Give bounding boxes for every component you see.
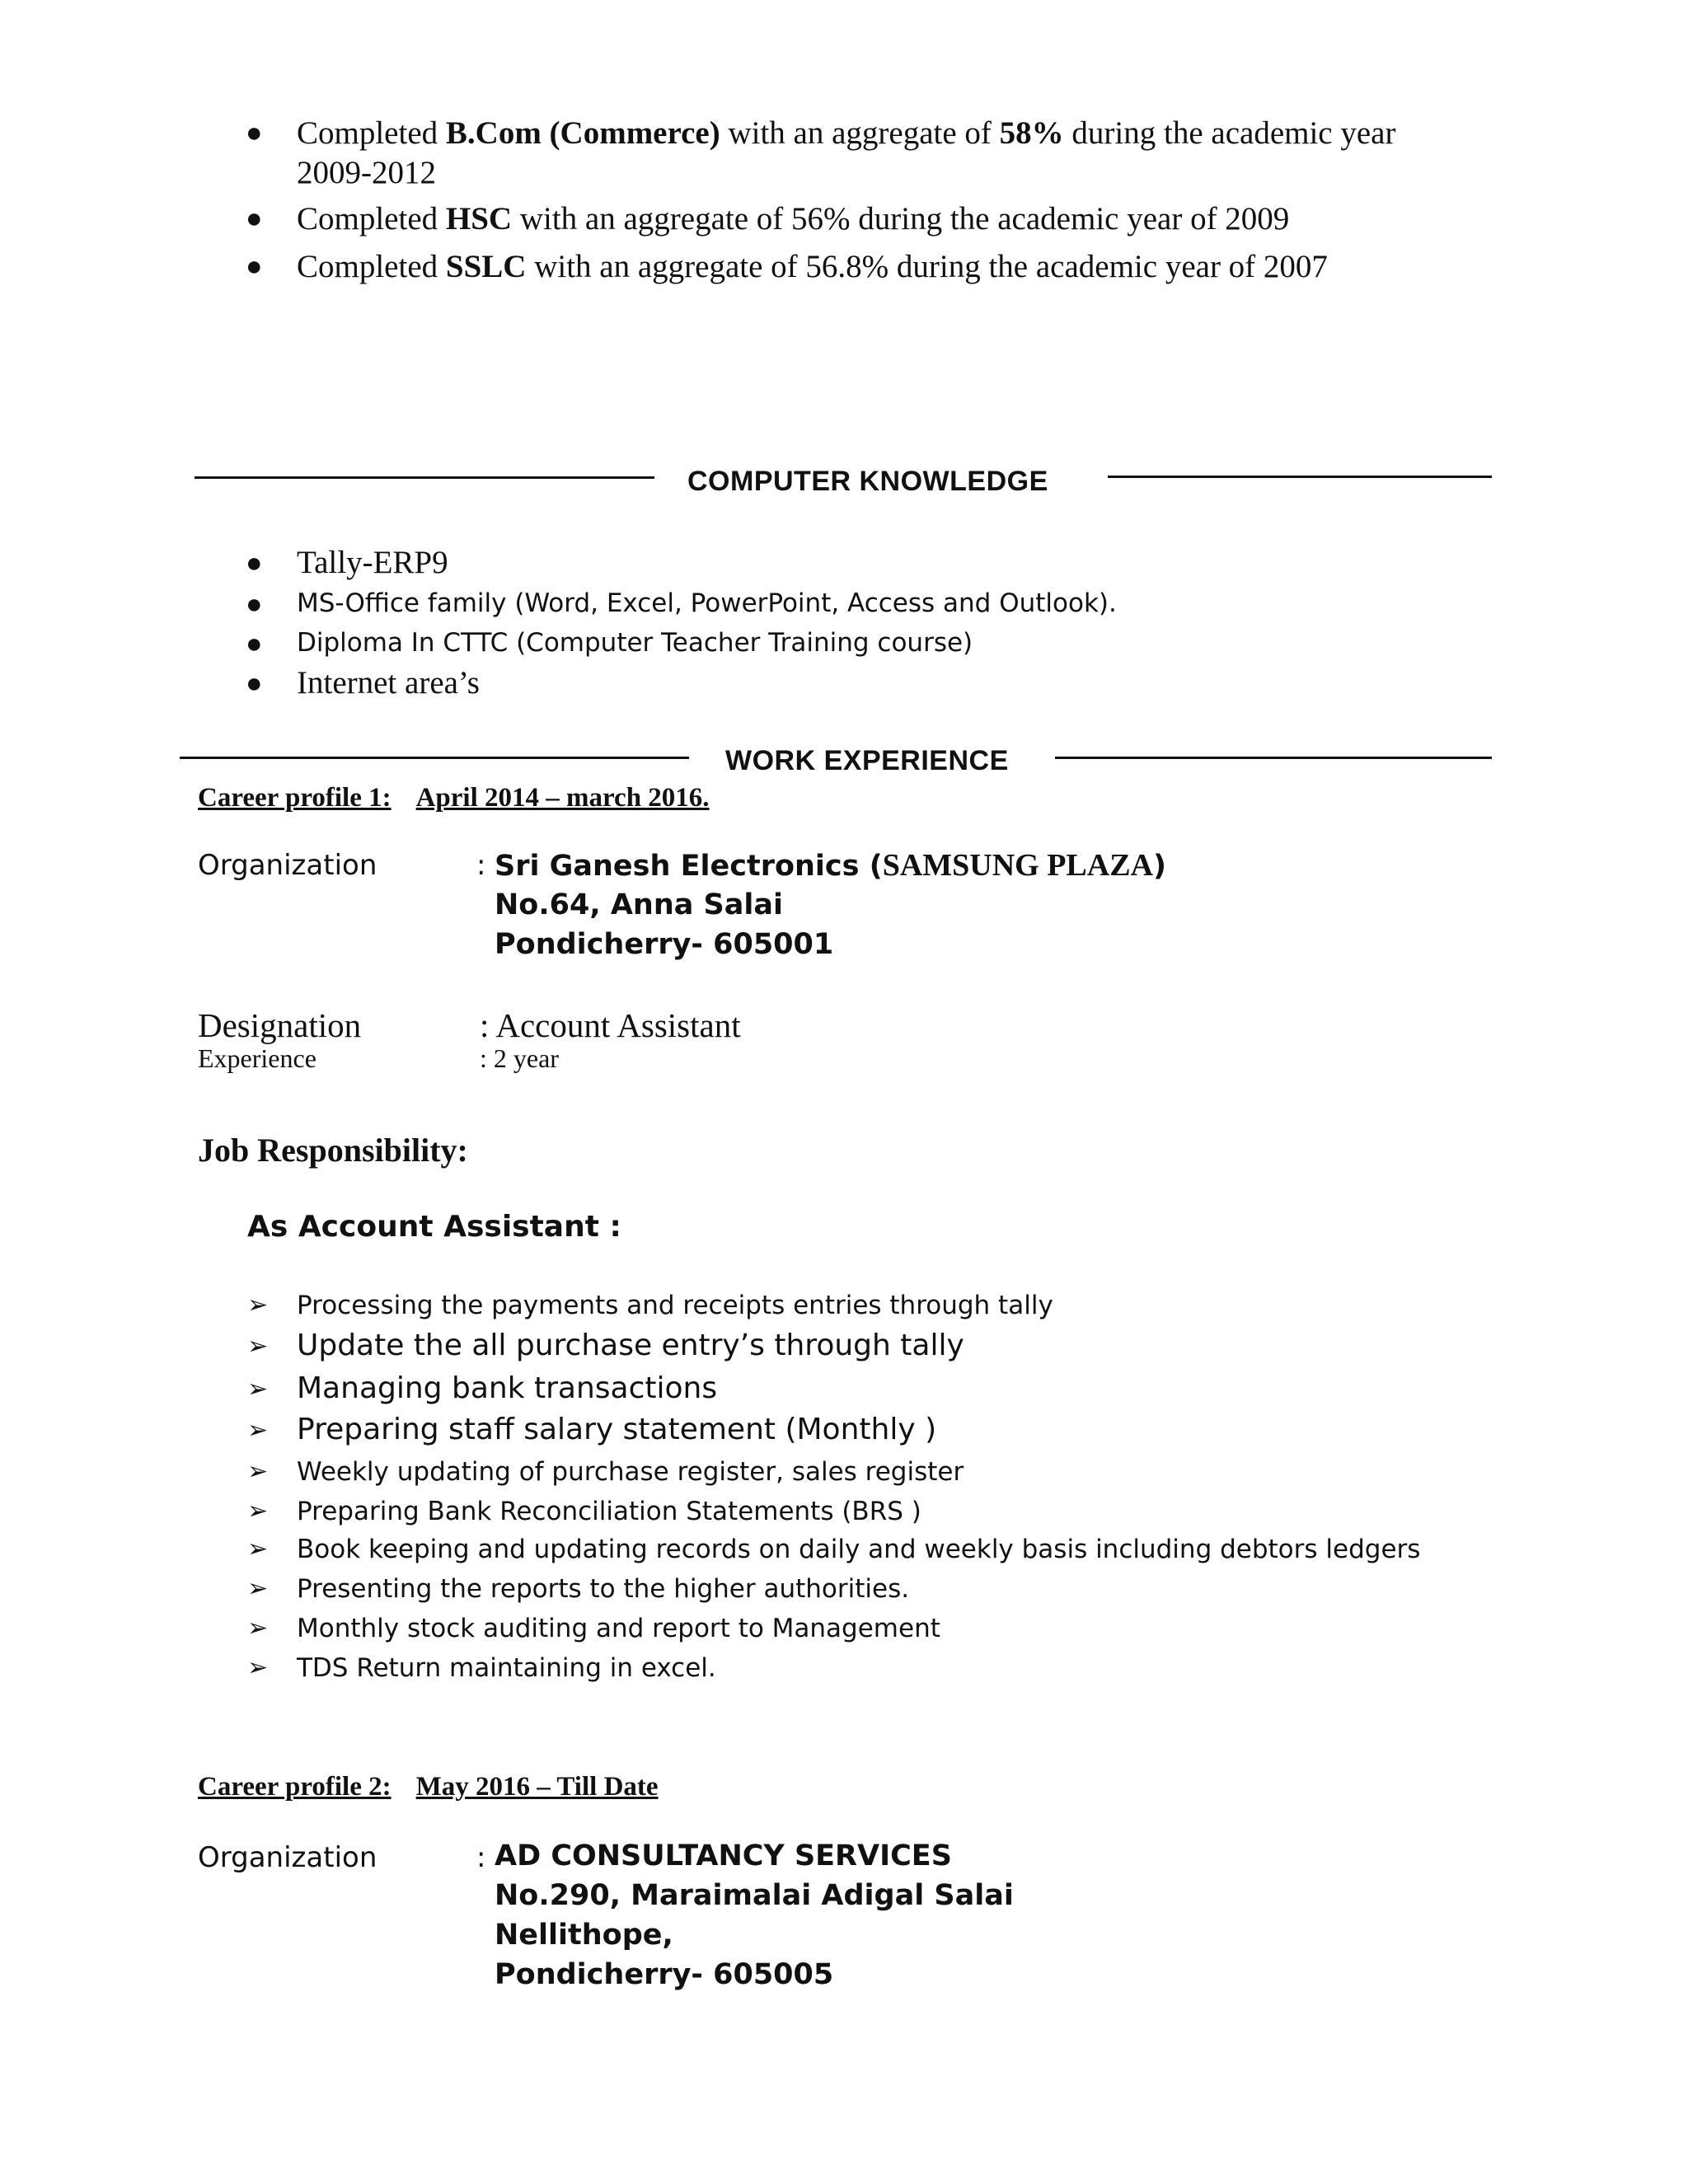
education-text: Completed xyxy=(297,249,446,284)
arrow-bullet-icon: ➢ xyxy=(247,1375,269,1404)
education-percentage: 58% xyxy=(999,115,1064,151)
career-heading-label: Career profile 2: xyxy=(198,1772,392,1802)
bullet-icon: ● xyxy=(246,629,263,659)
education-degree: HSC xyxy=(445,201,513,237)
education-text: with an aggregate of 56% during the academic year of 2009 xyxy=(512,201,1290,237)
education-text: with an aggregate of 56.8% during the academic year of 2007 xyxy=(526,249,1328,284)
organization-name: Sri Ganesh Electronics (SAMSUNG PLAZA) xyxy=(495,848,1167,883)
bullet-icon: ● xyxy=(246,548,263,579)
job-responsibility-title: Job Responsibility: xyxy=(198,1132,468,1169)
career-dates: May 2016 – Till Date xyxy=(415,1772,659,1802)
education-text: Completed xyxy=(297,115,446,151)
career-profile-2-heading xyxy=(198,1772,659,1802)
education-degree: SSLC xyxy=(445,249,527,284)
organization-address-line: No.64, Anna Salai xyxy=(495,888,783,921)
bullet-icon: ● xyxy=(246,589,263,620)
arrow-bullet-icon: ➢ xyxy=(247,1332,269,1361)
colon: : xyxy=(476,849,486,882)
arrow-bullet-icon: ➢ xyxy=(247,1497,269,1526)
bullet-icon: ● xyxy=(246,251,263,282)
organization-label: Organization xyxy=(198,849,377,882)
computer-skill-text: Internet area’s xyxy=(297,665,480,701)
arrow-bullet-icon: ➢ xyxy=(247,1457,269,1486)
section-title-work-experience: WORK EXPERIENCE xyxy=(725,745,1009,776)
career-heading-label: Career profile 1: xyxy=(198,783,392,813)
education-text: during the academic year 2009-2012 xyxy=(297,115,1396,190)
designation-label: Designation xyxy=(198,1006,362,1044)
section-divider-left xyxy=(195,476,654,479)
arrow-bullet-icon: ➢ xyxy=(247,1574,269,1603)
experience-value: : 2 year xyxy=(480,1043,559,1073)
bullet-icon: ● xyxy=(246,204,263,234)
colon: : xyxy=(476,1841,486,1874)
arrow-bullet-icon: ➢ xyxy=(247,1614,269,1643)
computer-skill-text: MS-Office family (Word, Excel, PowerPoint, Access and Outlook). xyxy=(297,588,1117,618)
organization-address-line: Pondicherry- 605005 xyxy=(495,1958,834,1991)
career-dates: April 2014 – march 2016. xyxy=(415,783,710,813)
organization-brand: SAMSUNG PLAZA xyxy=(882,848,1154,883)
designation-value: : Account Assistant xyxy=(480,1006,741,1044)
computer-skill-text: Diploma In CTTC (Computer Teacher Training course) xyxy=(297,628,973,658)
organization-address-line: Nellithope, xyxy=(495,1919,673,1952)
education-degree: B.Com (Commerce) xyxy=(445,115,720,151)
experience-label: Experience xyxy=(198,1043,316,1073)
organization-name: AD CONSULTANCY SERVICES xyxy=(495,1840,952,1872)
organization-address-line: Pondicherry- 605001 xyxy=(495,928,834,961)
arrow-bullet-icon: ➢ xyxy=(247,1535,269,1563)
section-divider-left xyxy=(180,757,689,759)
bullet-icon: ● xyxy=(246,118,263,148)
computer-skill-text: Tally-ERP9 xyxy=(297,545,448,580)
section-divider-right xyxy=(1055,757,1492,759)
bullet-icon: ● xyxy=(246,668,263,699)
resume-page: ● Completed B.Com (Commerce) with an aggregate of 58% during the academic year 2009-2012 ● Completed HSC with an aggregate of 56% during the academic year of 2009 ● Completed SSLC with an aggregate of 56.8% during the academic year of 2007 COMPUTER KNOWLEDGE ● Tally-ERP9 ● MS-Office family (Word, Excel, PowerPoint, Access and Outlook). ● Diploma In CTTC (Computer Teacher Training course) ● Internet area’s WORK EXPERIENCE Career profile 1: April 2014 – march 2016. Organization : Sri Ganesh Electronics (SAMSUNG PLAZA) No.64, Anna Salai Pondicherry- 605001 Designation : Account Assistant Experience : 2 year Job Responsibility: As Account Assistant : ➢ Processing the payments and receipts entries through tally ➢ Update the all purchase entry’s through tally ➢ Managing bank transactions ➢ Preparing staff salary statement (Monthly ) ➢ Weekly updating of purchase register, sales register ➢ Preparing Bank Reconciliation Statements (BRS ) ➢ Book keeping and updating records on daily and weekly basis including debtors ledgers ➢ Presenting the reports to the higher authorities. ➢ Monthly stock auditing and report to Management ➢ TDS Return maintaining in excel. Career profile 2: May 2016 – Till Date Organization : AD CONSULTANCY SERVICES No.290, Maraimalai Adigal Salai Nellithope, Pondicherry- 605005 xyxy=(0,0,1688,2184)
section-title-computer-knowledge: COMPUTER KNOWLEDGE xyxy=(687,466,1048,497)
arrow-bullet-icon: ➢ xyxy=(247,1416,269,1445)
career-profile-1-heading xyxy=(198,783,710,813)
arrow-bullet-icon: ➢ xyxy=(247,1291,269,1319)
education-text: with an aggregate of xyxy=(720,115,1000,151)
arrow-bullet-icon: ➢ xyxy=(247,1653,269,1682)
education-text: Completed xyxy=(297,201,446,237)
organization-address-line: No.290, Maraimalai Adigal Salai xyxy=(495,1879,1014,1912)
section-divider-right xyxy=(1108,476,1492,478)
organization-label: Organization xyxy=(198,1841,377,1874)
job-responsibility-subtitle: As Account Assistant : xyxy=(247,1210,621,1244)
